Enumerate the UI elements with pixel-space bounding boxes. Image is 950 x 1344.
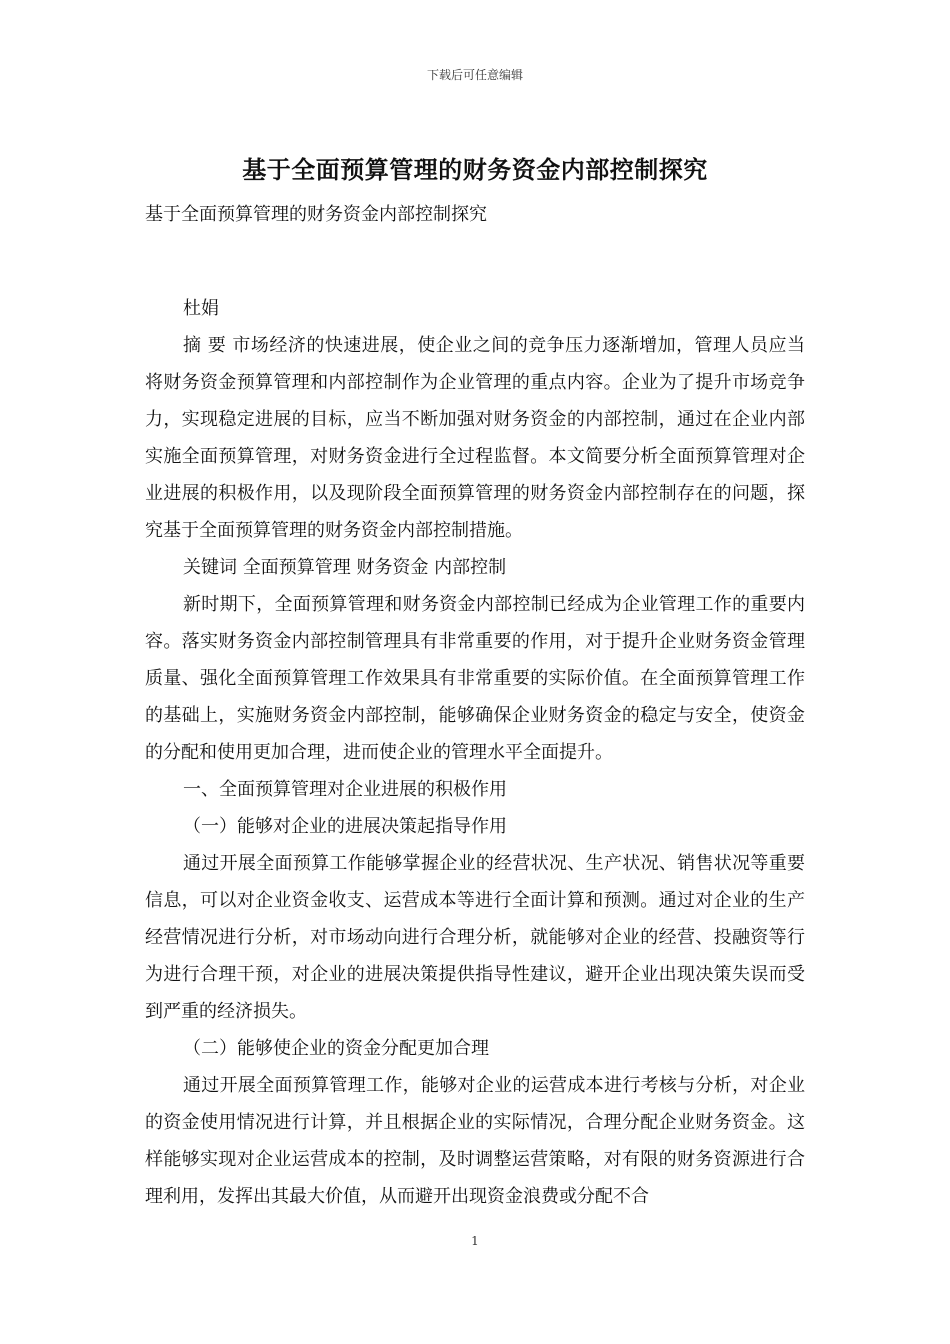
document-subtitle: 基于全面预算管理的财务资金内部控制探究 (145, 204, 487, 225)
subsection-paragraph-2: 通过开展全面预算管理工作，能够对企业的运营成本进行考核与分析，对企业的资金使用情况进行计算，并且根据企业的实际情况，合理分配企业财务资金。这样能够实现对企业运营成本的控制，及时调整运营策略，对有限的财务资源进行合理利用，发挥出其最大价值，从而避开出现资金浪费或分配不合 (145, 1075, 805, 1207)
document-title: 基于全面预算管理的财务资金内部控制探究 (242, 155, 708, 184)
abstract-paragraph: 摘 要 市场经济的快速进展，使企业之间的竞争压力逐渐增加，管理人员应当将财务资金预算管理和内部控制作为企业管理的重点内容。企业为了提升市场竞争力，实现稳定进展的目标，应当不断加强对财务资金的内部控制，通过在企业内部实施全面预算管理，对财务资金进行全过程监督。本文简要分析全面预算管理对企业进展的积极作用，以及现阶段全面预算管理的财务资金内部控制存在的问题，探究基于全面预算管理的财务资金内部控制措施。 (145, 335, 805, 541)
document-body (145, 196, 805, 1215)
author-name: 杜娟 (183, 298, 219, 319)
subsection-heading-2: （二）能够使企业的资金分配更加合理 (183, 1038, 489, 1059)
header-note: 下载后可任意编辑 (426, 68, 523, 82)
subsection-paragraph-1: 通过开展全面预算工作能够掌握企业的经营状况、生产状况、销售状况等重要信息，可以对企业资金收支、运营成本等进行全面计算和预测。通过对企业的生产经营情况进行分析，对市场动向进行合理分析，就能够对企业的经营、投融资等行为进行合理干预，对企业的进展决策提供指导性建议，避开企业出现决策失误而受到严重的经济损失。 (145, 853, 805, 1022)
intro-paragraph: 新时期下，全面预算管理和财务资金内部控制已经成为企业管理工作的重要内容。落实财务资金内部控制管理具有非常重要的作用，对于提升企业财务资金管理质量、强化全面预算管理工作效果具有非常重要的实际价值。在全面预算管理工作的基础上，实施财务资金内部控制，能够确保企业财务资金的稳定与安全，使资金的分配和使用更加合理，进而使企业的管理水平全面提升。 (145, 594, 805, 763)
subsection-heading-1: （一）能够对企业的进展决策起指导作用 (183, 816, 507, 837)
page-number: 1 (471, 1234, 479, 1248)
blank-line (145, 233, 805, 290)
section-heading-1: 一、全面预算管理对企业进展的积极作用 (183, 779, 507, 800)
keywords-line: 关键词 全面预算管理 财务资金 内部控制 (183, 557, 507, 578)
